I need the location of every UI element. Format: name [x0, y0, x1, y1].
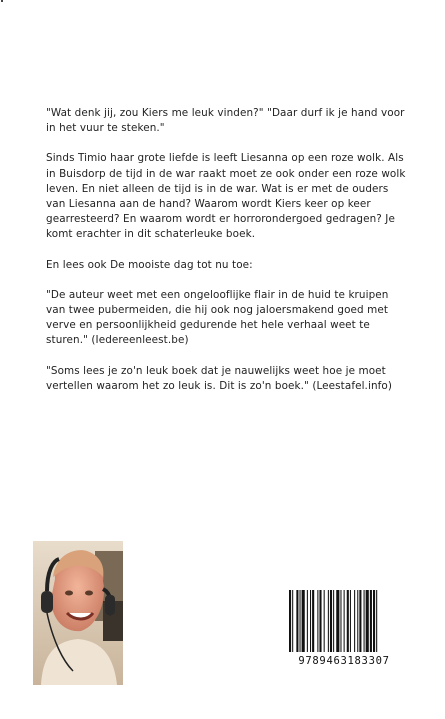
barcode-bar — [292, 590, 293, 652]
barcode-bar — [373, 590, 375, 652]
barcode-bar — [336, 590, 339, 652]
author-photo — [33, 541, 123, 685]
barcode-bar — [289, 590, 291, 652]
barcode-bar — [319, 590, 321, 652]
barcode-bar — [357, 590, 358, 652]
barcode-bar — [312, 590, 314, 652]
barcode-bar — [354, 590, 355, 652]
barcode-bar — [307, 590, 308, 652]
barcode-bar — [330, 590, 332, 652]
barcode-bar — [359, 590, 361, 652]
barcode-icon — [287, 590, 401, 654]
barcode-bar — [317, 590, 318, 652]
barcode-bar — [364, 590, 365, 652]
barcode-bar — [300, 590, 301, 652]
barcode-bar — [344, 590, 345, 652]
barcode-bar — [366, 590, 369, 652]
barcode-bar — [370, 590, 372, 652]
barcode-bar — [350, 590, 351, 652]
barcode-bar — [302, 590, 305, 652]
barcode-bar — [376, 590, 377, 652]
crop-mark — [1, 0, 3, 2]
barcode-bar — [296, 590, 298, 652]
synopsis-paragraph: Sinds Timio haar grote liefde is leeft Liesanna op een roze wolk. Als in Buisdorp de tijd in de war raakt moet ze ook onder een roze wolk leven. En niet alleen de tijd is in de war. Wat is er met de ouders van Liesanna aan de hand? Waarom wordt Kiers keer op keer gearresteerd? En waarom wordt er horrorondergoed gedragen? Je komt erachter in dit schaterleuke boek. — [46, 152, 406, 241]
barcode-bar — [324, 590, 325, 652]
review-paragraph-1: "De auteur weet met een ongelooflijke flair in de huid te kruipen van twee pubermeiden, die hij ook nog jaloersmakend goed met verve en persoonlijkheid gedurende het hele verhaal weet te sturen." (Iedereenleest.be) — [46, 288, 389, 347]
isbn-digits: 9789463183307 — [298, 655, 390, 667]
isbn-barcode — [287, 590, 401, 670]
blurb-text — [46, 106, 408, 409]
barcode-bar — [310, 590, 311, 652]
review-paragraph-2: "Soms lees je zo'n leuk boek dat je nauwelijks weet hoe je moet vertellen waarom het zo leuk is. Dit is zo'n boek." (Leestafel.info) — [46, 364, 393, 392]
quote-paragraph: "Wat denk jij, zou Kiers me leuk vinden?" "Daar durf ik je hand voor in het vuur te steken." — [46, 107, 405, 135]
barcode-bar — [333, 590, 334, 652]
barcode-bar — [347, 590, 349, 652]
also-read-paragraph: En lees ook De mooiste dag tot nu toe: — [46, 258, 253, 271]
barcode-bar — [340, 590, 341, 652]
barcode-bar — [328, 590, 329, 652]
author-portrait-icon — [33, 541, 123, 685]
